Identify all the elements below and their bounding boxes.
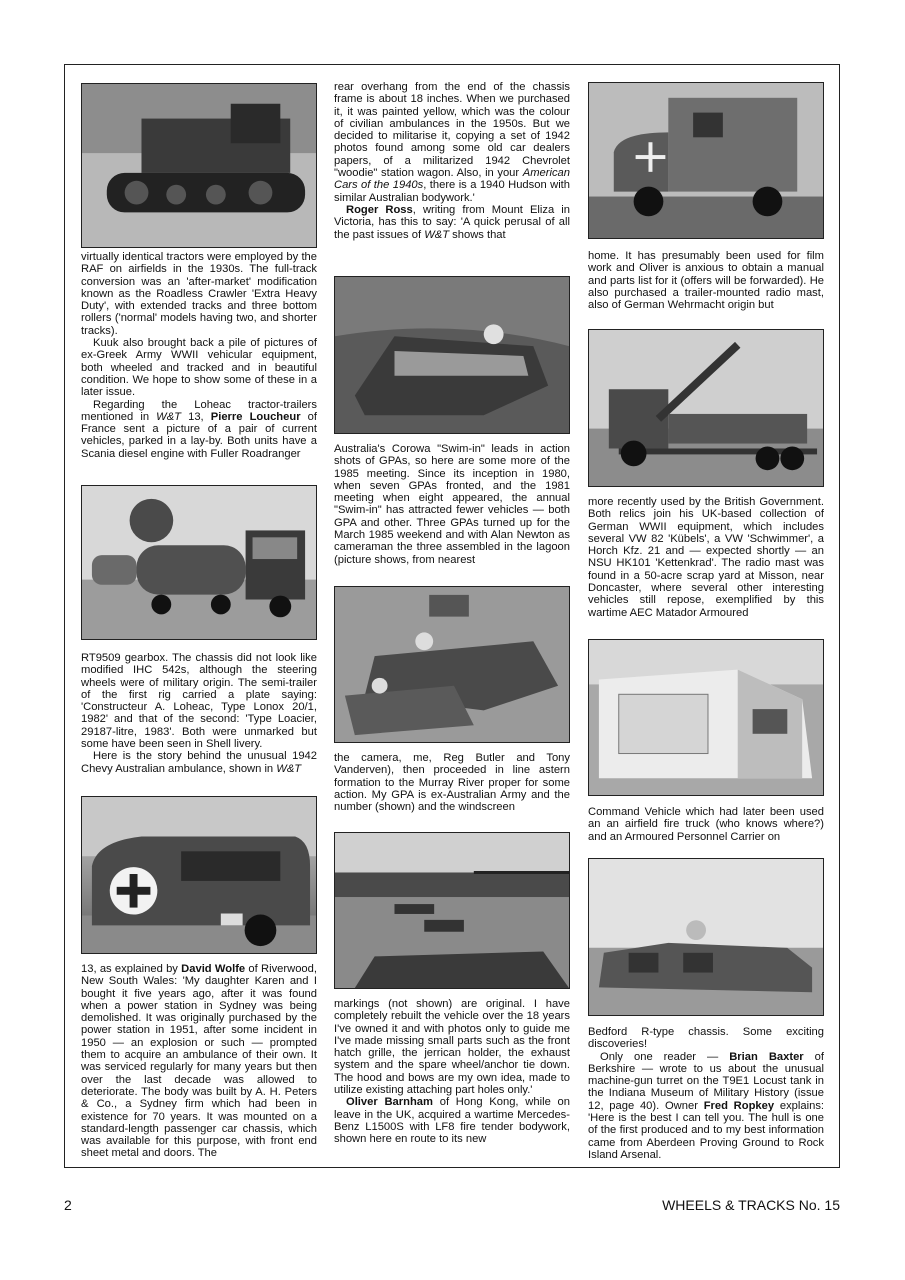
col3-para-2: more recently used by the British Government. Both relics join his UK-based collection of German WWII equipment, which includes several VW 82 'Kübels', a VW 'Schwimmer', a Horch Kfz. 21 and — expected shortly — an NSU HK101 'Kettenkrad'. The radio mast was found in a 50-acre scrap yard at Misson, near Doncaster, where several other interesting vehicles still repose, exemplified by this wartime AEC Matador Armoured [588,496,824,619]
col2-para-4: the camera, me, Reg Butler and Tony Vanderven), then proceeded in line astern formation to the Murray River proper for some action. My GPA is ex-Australian Army and the number (shown) and the windscreen [334,752,570,814]
gpa-amphibian-photo [334,276,570,434]
col2-text-a [334,81,570,241]
col2-para-5: markings (not shown) are original. I have completely rebuilt the vehicle over the 18 years I've owned it and with photos only to guide me I've made missing small parts such as the front hatch grille, the jerrican holder, the exhaust system and the spare wheel/anchor tie down. The hood and bows are my own idea, made to utilize existing attaching part holes only.' [334,998,570,1097]
col2-para-2: Roger Ross, writing from Mount Eliza in Victoria, has this to say: 'A quick perusal of all the past issues of W&T shows that [334,203,570,241]
col1-text-b [81,652,317,775]
gpa-lagoon-photo [334,586,570,743]
col3-text-d [588,1026,824,1161]
col1-para-1: virtually identical tractors were employed by the RAF on airfields in the 1930s. The full-track conversion was an 'after-market' modification known as the Roadless Crawler 'Extra Heavy Duty', with extended tracks and three bottom rollers ('normal' models having two, and shorter tracks). [81,251,317,337]
page-number: 2 [64,1197,72,1213]
col3-para-3: Command Vehicle which had later been used an an airfield fire truck (who knows where?) and an Armoured Personnel Carrier on [588,806,824,843]
col2-text-d [334,998,570,1146]
col1-text-c [81,963,317,1160]
col3-text-c [588,806,824,843]
col3-para-5: Only one reader — Brian Baxter of Berkshire — wrote to us about the unusual machine-gun turret on the T9E1 Locust tank in the Indiana Museum of Military History (issue 12, page 40). Owner Fred Ropkey explains: 'Here is the best I can tell you. The hull is one of the first produced and to my best information came from Aberdeen Proving Ground to Rock Island Arsenal. [588,1050,825,1161]
col1-para-5: Here is the story behind the unusual 1942 Chevy Australian ambulance, shown in W&T [81,750,317,775]
mercedes-fire-tender-photo [588,82,824,239]
col2-para-3: Australia's Corowa "Swim-in" leads in action shots of GPAs, so here are some more of the 1985 meeting. Since its inception in 1980, when seven GPAs fronted, and the 1981 meeting when eight appeared, the annual "Swim-in" has attracted fewer vehicles — both GPA and other. Three GPAs turned up for the March 1985 weekend and with Alan Newton as cameraman the three assembled in the lagoon (picture shows, from nearest [334,443,570,566]
col1-para-2: Kuuk also brought back a pile of pictures of ex-Greek Army WWII vehicular equipment, both wheeled and tracked and in beautiful condition. We hope to show some of these in a later issue. [81,337,317,399]
col3-para-4: Bedford R-type chassis. Some exciting discoveries! [588,1026,824,1051]
col2-para-1: rear overhang from the end of the chassis frame is about 18 inches. When we purchased it, it was painted yellow, which was the colour of civilian ambulances in the 1950s. But we decided to militarise it, copying a set of 1942 photos found among some old car dealers papers, of a militarized 1942 Chevrolet "woodie" station wagon. Also, in your American Cars of the 1940s, there is a 1940 Hudson with similar Australian bodywork.' [334,81,571,204]
col1-text-a [81,251,317,460]
aec-matador-wreck-photo [588,639,824,796]
col1-para-6: 13, as explained by David Wolfe of Riverwood, New South Wales: 'My daughter Karen and I bought it five years ago, after it was found when a power station in Sydney was being demolished. It was originally purchased by the power station in 1951, after some incident in 1950 — an explosion or such — prompted them to acquire an ambulance of their own. It was serviced regularly for many years but then over the last decade was allowed to deteriorate. The body was built by A. H. Peters & Co., a Sydney firm which had been in existence for 70 years. It was mounted on a standard-length passenger car chassis, which was available for this purpose, with front end sheet metal and doors. The [81,963,317,1160]
col1-para-3: Regarding the Loheac tractor-trailers mentioned in W&T 13, Pierre Loucheur of France sent a picture of a pair of current vehicles, parked in a lay-by. Both units have a Scania diesel engine with Fuller Roadranger [81,398,317,460]
gpa-river-convoy-photo [334,832,570,989]
col1-para-4: RT9509 gearbox. The chassis did not look like modified IHC 542s, although the steering wheels were of military origin. The semi-trailer of the first rig carried a plate saying: 'Constructeur A. Loheac, Type Lonox 20/1, 1982' and that of the second: 'Type Loacier, 29187-litre, 1983'. Both were unmarked but some have been seen in Shell livery. [81,652,317,751]
col3-para-1: home. It has presumably been used for film work and Oliver is anxious to obtain a manual and parts list for it (offers will be forwarded). He also purchased a trailer-mounted radio mast, also of German Wehrmacht origin but [588,250,824,312]
col2-para-6: Oliver Barnham of Hong Kong, while on leave in the UK, acquired a wartime Mercedes-Benz L1500S with LF8 fire tender bodywork, shown here en route to its new [334,1096,570,1146]
running-title: WHEELS & TRACKS No. 15 [662,1197,840,1213]
col2-text-c [334,752,570,813]
col3-text-b [588,496,824,619]
tanker-trucks-photo [81,485,317,640]
radio-mast-trailer-photo [588,329,824,487]
col2-text-b [334,443,570,566]
chevy-ambulance-photo [81,796,317,954]
bedford-apc-photo [588,858,824,1016]
col3-text-a [588,250,824,311]
tracked-tractor-photo [81,83,317,248]
